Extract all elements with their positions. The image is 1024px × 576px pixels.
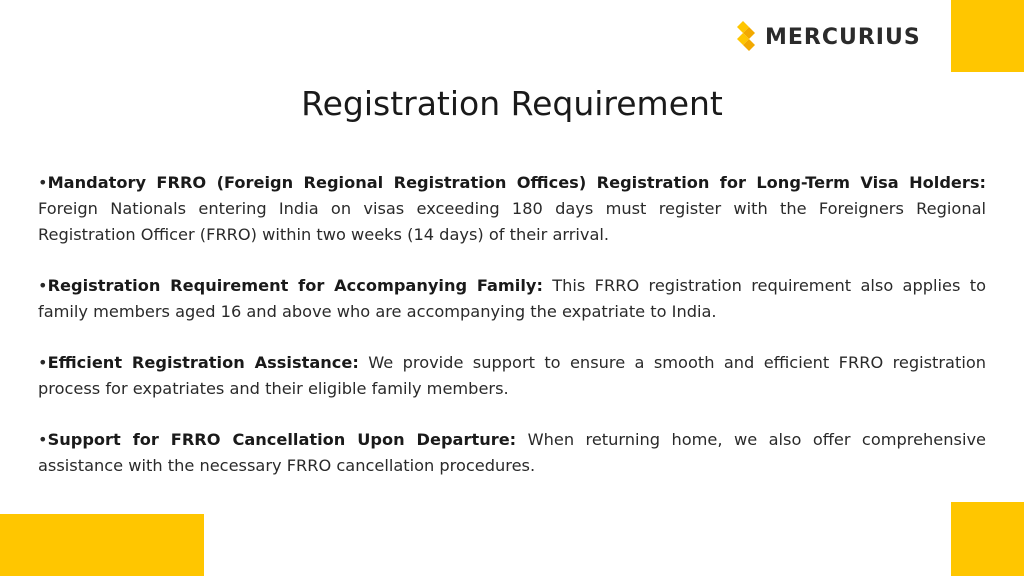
accent-block-bottom-right	[951, 502, 1024, 576]
bullet-marker: •	[38, 430, 48, 449]
bullet-marker: •	[38, 276, 48, 295]
bullet-item	[38, 350, 986, 402]
bullet-heading: Efficient Registration Assistance:	[47, 353, 359, 372]
diamond-cluster-icon	[737, 21, 759, 53]
bullet-heading: Support for FRRO Cancellation Upon Departure:	[47, 430, 517, 449]
accent-block-bottom-left	[0, 514, 204, 576]
bullet-heading: Registration Requirement for Accompanying Family:	[47, 276, 543, 295]
brand-logo	[737, 20, 921, 54]
bullet-marker: •	[38, 173, 48, 192]
bullet-text: When returning home, we also offer comprehensive assistance with the necessary FRRO cancellation procedures.	[38, 430, 986, 475]
bullet-item	[38, 170, 986, 248]
accent-block-top-right	[951, 0, 1024, 72]
bullet-heading: Mandatory FRRO (Foreign Regional Registration Offices) Registration for Long-Term Visa Holders:	[47, 173, 986, 192]
bullet-list	[38, 170, 986, 504]
bullet-text: We provide support to ensure a smooth and efficient FRRO registration process for expatriates and their eligible family members.	[38, 353, 986, 398]
bullet-item	[38, 273, 986, 325]
bullet-item	[38, 427, 986, 479]
brand-name: MERCURIUS	[765, 24, 921, 50]
bullet-text: Foreign Nationals entering India on visas exceeding 180 days must register with the Foreigners Regional Registration Officer (FRRO) within two weeks (14 days) of their arrival.	[38, 199, 986, 244]
bullet-text: This FRRO registration requirement also applies to family members aged 16 and above who are accompanying the expatriate to India.	[38, 276, 986, 321]
bullet-marker: •	[38, 353, 48, 372]
page-title: Registration Requirement	[301, 84, 723, 123]
